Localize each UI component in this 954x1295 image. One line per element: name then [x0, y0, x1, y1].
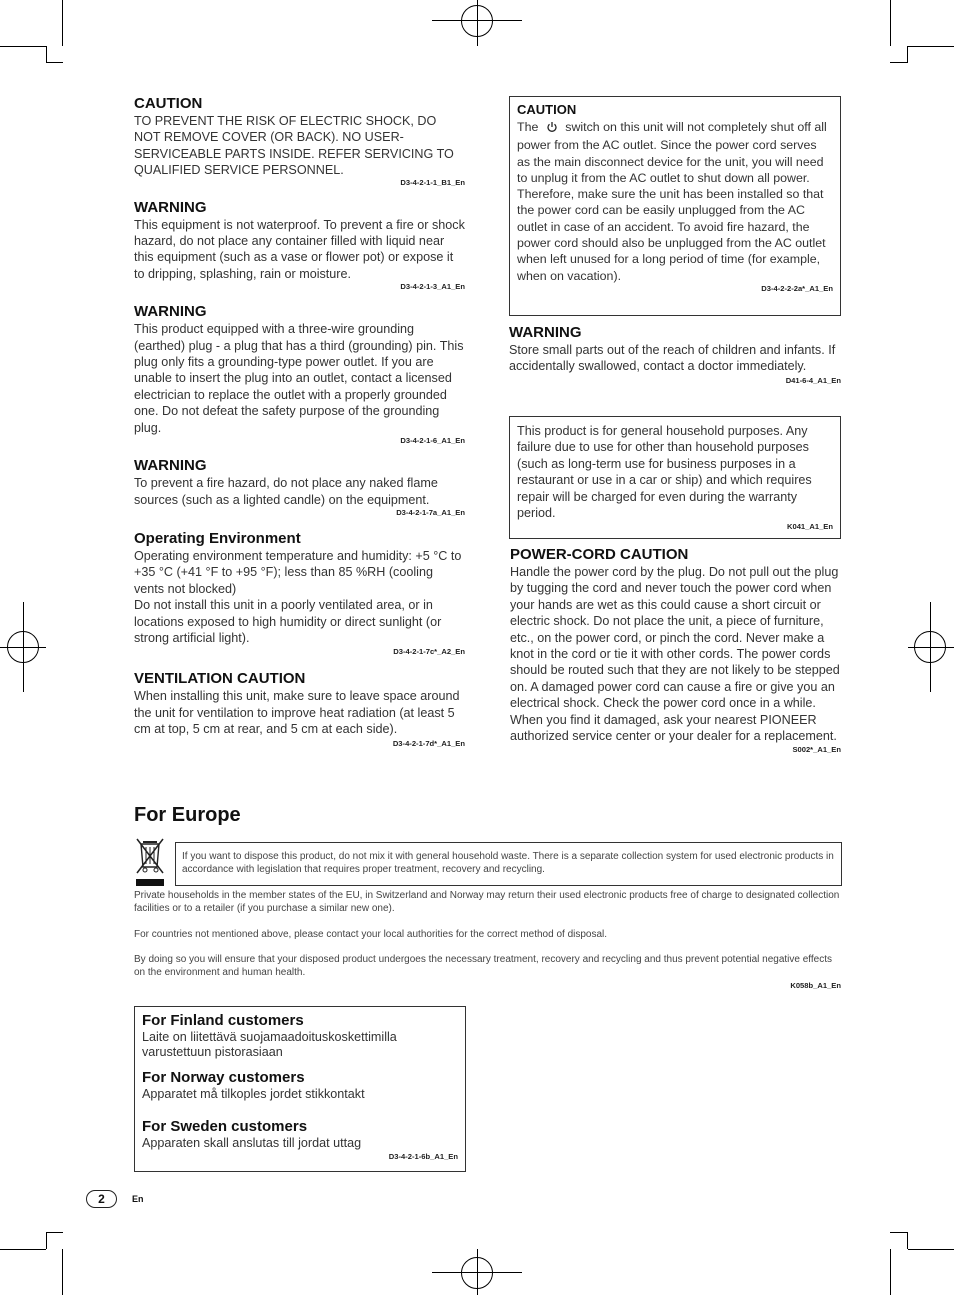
europe-box-text: If you want to dispose this product, do not mix it with general household waste. There is a separate collection system for used electronic products in accordance with legislation that requires proper treatment, recovery and recycling. — [182, 851, 834, 875]
warning-heading: WARNING — [134, 303, 207, 321]
page-number: 2 — [98, 1192, 105, 1206]
caution-heading: CAUTION — [134, 95, 203, 112]
ventilation-heading: VENTILATION CAUTION — [134, 670, 306, 688]
warning-heading: WARNING — [134, 457, 207, 475]
finland-heading: For Finland customers — [142, 1012, 304, 1029]
power-cord-caution-section — [510, 546, 841, 755]
household-purpose-box — [509, 416, 841, 539]
reference-code: D3-4-2-1-3_A1_En — [400, 282, 465, 292]
warning-body: To prevent a fire hazard, do not place any naked flame sources (such as a lighted candle) on the equipment. — [134, 476, 438, 507]
reference-code: K058b_A1_En — [790, 980, 841, 990]
europe-paragraph-3: By doing so you will ensure that your disposed product undergoes the necessary treatment, recovery and recycling and thus prevent potential negative effects on the environment and human health. — [134, 954, 833, 979]
europe-heading: For Europe — [134, 804, 241, 826]
reference-code: D41-6-4_A1_En — [785, 375, 841, 385]
nordic-customers-box — [134, 1006, 466, 1172]
operating-environment-body-2: Do not install this unit in a poorly ventilated area, or in locations exposed to high humidity or direct sunlight (or strong artificial light). — [134, 598, 442, 645]
reference-code: D3-4-2-1-7d*_A1_En — [392, 738, 465, 748]
europe-paragraph-2: For countries not mentioned above, please contact your local authorities for the correct method of disposal. — [134, 928, 608, 940]
power-cord-body: Handle the power cord by the plug. Do not pull out the plug by tugging the cord and never touch the power cord when your hands are wet as this could cause a short circuit or electric shock. Do not place the unit, a piece of furniture, etc., on the power cord, or pinch the cord. Never make a knot in the cord or tie it with other cords. The power cords should be routed such that they are not likely to be stepped on. A damaged power cord can cause a fire or give you an electrical shock. Check the power cord once in a while. When you find it damaged, ask your nearest PIONEER authorized service center or your dealer for a replacement. — [510, 565, 840, 744]
europe-paragraphs — [134, 890, 841, 991]
operating-environment-heading: Operating Environment — [134, 529, 301, 547]
warning-flame-section — [134, 457, 465, 518]
ventilation-body: When installing this unit, make sure to leave space around the unit for ventilation to improve heat radiation (at least 5 cm at top, 5 cm at rear, and 5 cm at each side). — [134, 689, 460, 737]
warning-heading: WARNING — [134, 198, 207, 216]
caution-body: TO PREVENT THE RISK OF ELECTRIC SHOCK, DO NOT REMOVE COVER (OR BACK). NO USER-SERVICEABLE PARTS INSIDE. REFER SERVICING TO QUALIFIED SERVICE PERSONNEL. — [134, 114, 454, 178]
reference-code: D3-4-2-1-7a_A1_En — [396, 507, 465, 517]
household-body: This product is for general household purposes. Any failure due to use for other than household purposes (such as long-term use for business purposes in a restaurant or use in a car or ship) and which requires repair will be charged for even during the warranty period. — [517, 424, 812, 521]
reference-code: D3-4-2-1-1_B1_En — [400, 177, 465, 187]
sweden-heading: For Sweden customers — [142, 1117, 308, 1135]
warning-small-parts-section — [509, 324, 841, 386]
reference-code: D3-4-2-1-6b_A1_En — [388, 1152, 458, 1162]
reference-code: D3-4-2-1-6_A1_En — [400, 436, 465, 446]
warning-body: This product equipped with a three-wire grounding (earthed) plug - a plug that has a third (grounding) pin. This plug only fits a grounding-type power outlet. If you are unable to insert the plug into an outlet, contact a licensed electrician to replace the outlet with a properly grounded one. Do not defeat the safety purpose of the grounding plug. — [134, 322, 464, 435]
caution-box-prefix: The — [517, 120, 539, 134]
page-number-badge — [86, 1190, 117, 1208]
warning-body: This equipment is not waterproof. To prevent a fire or shock hazard, do not place any container filled with liquid near this equipment (such as a vase or flower pot) or expose it to dripping, splashing, rain or moisture. — [134, 217, 465, 281]
warning-body: Store small parts out of the reach of children and infants. If accidentally swallowed, contact a doctor immediately. — [509, 343, 836, 374]
europe-disposal-box — [175, 842, 842, 886]
reference-code: D3-4-2-2-2a*_A1_En — [761, 283, 833, 293]
sweden-body: Apparaten skall anslutas till jordat uttag — [142, 1135, 362, 1150]
language-label: En — [132, 1194, 144, 1204]
ventilation-caution-section — [134, 670, 465, 748]
warning-grounding-section — [134, 303, 465, 446]
reference-code: S002*_A1_En — [792, 745, 841, 755]
caution-heading: CAUTION — [517, 102, 577, 117]
warning-heading: WARNING — [509, 324, 582, 341]
caution-box-body — [517, 119, 833, 284]
reference-code: K041_A1_En — [786, 522, 833, 532]
left-column — [134, 95, 465, 749]
crossed-out-wheelie-bin-icon — [134, 837, 166, 887]
norway-body: Apparatet må tilkoples jordet stikkontakt — [142, 1087, 365, 1102]
caution-box-text: switch on this unit will not completely shut off all power from the AC outlet. Since the power cord serves as the main disconnect device for the unit, you will need to unplug it from the AC outlet to shut down all power. Therefore, make sure the unit has been installed so that the power cord can be easily unplugged from the AC outlet in case of an accident. To avoid fire hazard, the power cord should also be unplugged from the AC outlet when left unused for a long period of time (for example, when on vacation). — [517, 120, 827, 283]
warning-waterproof-section — [134, 199, 465, 293]
caution-section — [134, 95, 465, 188]
operating-environment-section — [134, 530, 465, 657]
europe-paragraph-1: Private households in the member states of the EU, in Switzerland and Norway may return their used electronic products free of charge to designated collection facilities or to a retailer (if you purchase a similar new one). — [134, 890, 840, 914]
finland-body: Laite on liitettävä suojamaadoituskoskettimilla varustettuun pistorasiaan — [142, 1030, 397, 1059]
power-standby-icon — [542, 121, 562, 137]
reference-code: D3-4-2-1-7c*_A2_En — [393, 647, 465, 657]
power-cord-heading: POWER-CORD CAUTION — [510, 546, 689, 563]
operating-environment-body: Operating environment temperature and humidity: +5 °C to +35 °C (+41 °F to +95 °F); less than 85 %RH (cooling vents not blocked) — [134, 548, 462, 596]
caution-power-switch-box — [509, 96, 841, 316]
norway-heading: For Norway customers — [142, 1069, 305, 1087]
